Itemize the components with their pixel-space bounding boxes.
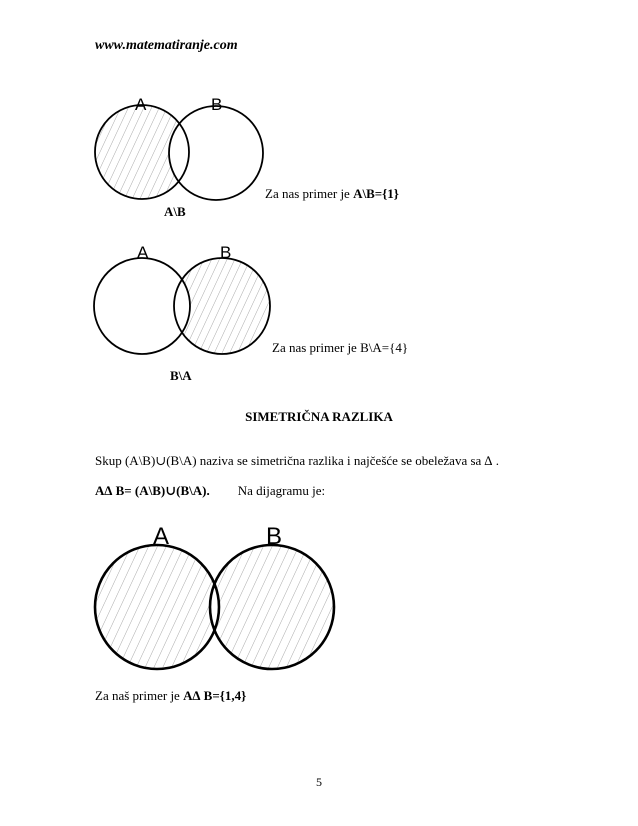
formula-line	[95, 483, 325, 499]
section-heading: SIMETRIČNA RAZLIKA	[245, 409, 393, 424]
result-line: Za naš primer je A∆ B={1,4}	[95, 688, 247, 703]
set-b-label: B	[211, 95, 223, 114]
set-b-label: B	[220, 243, 232, 262]
set-b-label: B	[266, 523, 283, 550]
diagram1-note: Za nas primer je A\B={1}	[265, 186, 399, 201]
formula-note: Na dijagramu je:	[237, 483, 326, 498]
diagram2-caption: B\A	[170, 368, 192, 383]
set-a-label: A	[137, 243, 149, 262]
page-number: 5	[316, 775, 322, 789]
diagram2-note: Za nas primer je B\A={4}	[272, 340, 409, 355]
site-url: www.matematiranje.com	[95, 38, 238, 53]
diagram1-caption: A\B	[164, 204, 186, 219]
definition-text: Skup (A\B)∪(B\A) naziva se simetrična razlika i najčešće se obeležava sa ∆ .	[95, 453, 499, 468]
set-a-label: A	[135, 95, 147, 114]
set-a-label: A	[153, 523, 170, 550]
venn-diagram-symmetric-difference	[90, 520, 360, 670]
formula: A∆ B= (A\B)∪(B\A).	[95, 483, 210, 498]
venn-diagram-b-minus-a	[90, 238, 280, 363]
venn-diagram-a-minus-b	[90, 90, 280, 210]
